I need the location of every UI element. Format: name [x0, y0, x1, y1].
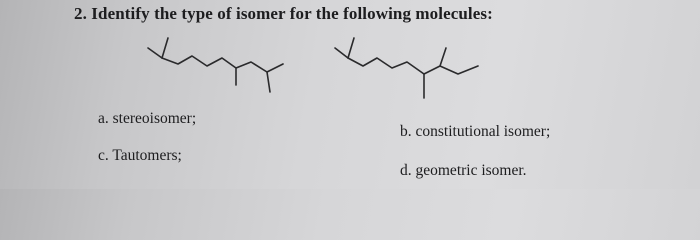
- molecule-2-structure: [335, 38, 478, 98]
- option-c: c. Tautomers;: [98, 147, 182, 164]
- option-a: a. stereoisomer;: [98, 110, 197, 127]
- molecule-1-bond-line: [267, 72, 270, 92]
- option-b: b. constitutional isomer;: [400, 123, 551, 140]
- molecule-1-structure: [148, 38, 283, 92]
- option-d: d. geometric isomer.: [400, 162, 527, 179]
- question-text: 2. Identify the type of isomer for the following molecules:: [74, 4, 493, 23]
- molecule-1-bond-line: [148, 48, 162, 58]
- molecule-1-bond-line: [162, 38, 168, 58]
- molecule-2-bond-line: [348, 38, 354, 58]
- molecule-2-bond-line: [335, 48, 348, 58]
- molecule-2-bond-line: [440, 48, 446, 66]
- molecule-2-bond-line: [348, 58, 478, 74]
- molecule-1-bond-line: [162, 56, 283, 72]
